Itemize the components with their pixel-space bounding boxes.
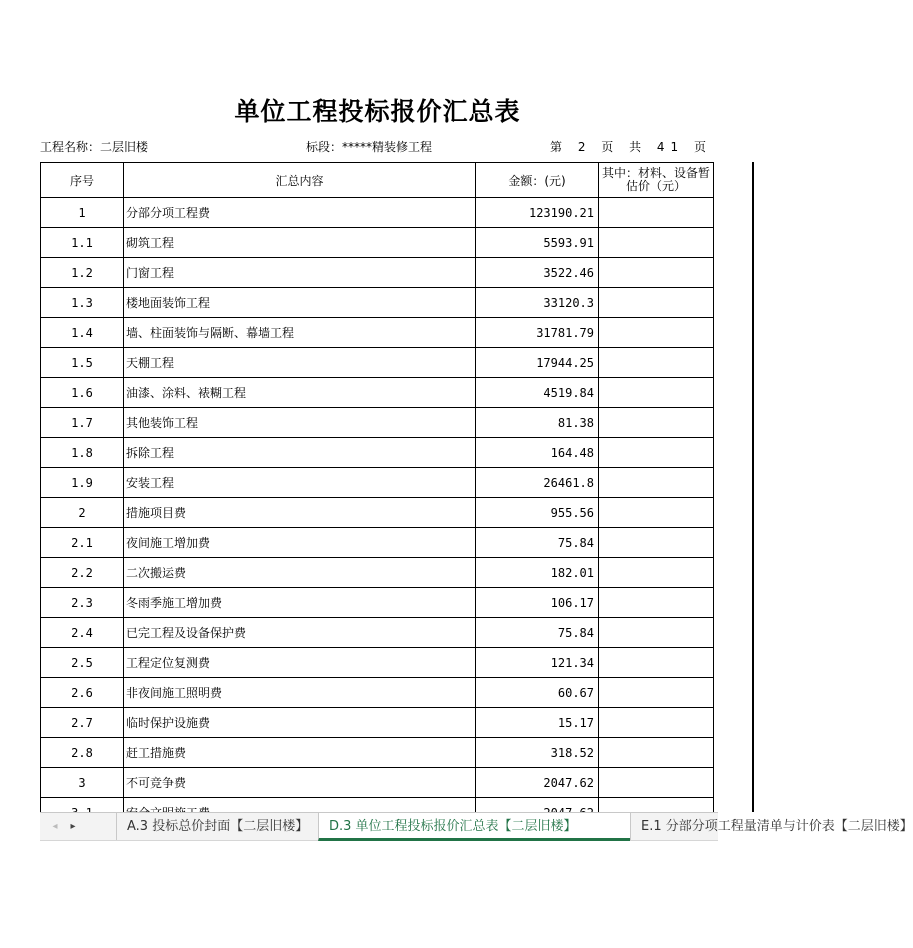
cell-amount[interactable]: 15.17 [476, 708, 599, 738]
cell-content[interactable]: 其他装饰工程 [124, 408, 476, 438]
cell-no[interactable]: 3 [41, 768, 124, 798]
header-no[interactable]: 序号 [41, 163, 124, 198]
cell-amount[interactable]: 17944.25 [476, 348, 599, 378]
sheet-tab-bar [40, 812, 913, 841]
tab-summary-sheet[interactable]: D.3 单位工程投标报价汇总表【二层旧楼】 [318, 813, 630, 841]
table-row [41, 588, 714, 618]
tab-cover-sheet[interactable]: A.3 投标总价封面【二层旧楼】 [116, 813, 318, 840]
cell-content[interactable]: 油漆、涂料、裱糊工程 [124, 378, 476, 408]
cell-no[interactable]: 1.9 [41, 468, 124, 498]
cell-no[interactable]: 2.4 [41, 618, 124, 648]
cell-no[interactable]: 2.6 [41, 678, 124, 708]
tab-scroll-left-icon[interactable]: ◂ [52, 821, 58, 832]
cell-no[interactable]: 2.2 [41, 558, 124, 588]
cell-no[interactable]: 1.8 [41, 438, 124, 468]
table-row [41, 468, 714, 498]
cell-no[interactable]: 1 [41, 198, 124, 228]
table-row [41, 618, 714, 648]
cell-amount[interactable]: 60.67 [476, 678, 599, 708]
cell-no[interactable]: 2.3 [41, 588, 124, 618]
cell-no[interactable]: 1.3 [41, 288, 124, 318]
header-material-line2: 估价（元） [625, 179, 686, 193]
cell-content[interactable]: 临时保护设施费 [124, 708, 476, 738]
cell-amount[interactable]: 31781.79 [476, 318, 599, 348]
header-material[interactable] [599, 163, 714, 198]
cell-content[interactable]: 砌筑工程 [124, 228, 476, 258]
cell-content[interactable]: 夜间施工增加费 [124, 528, 476, 558]
cell-material[interactable] [599, 618, 714, 648]
cell-amount[interactable]: 81.38 [476, 408, 599, 438]
table-row [41, 228, 714, 258]
cell-content[interactable]: 墙、柱面装饰与隔断、幕墙工程 [124, 318, 476, 348]
cell-no[interactable]: 2 [41, 498, 124, 528]
cell-material[interactable] [599, 378, 714, 408]
table-right-border [752, 162, 754, 812]
cell-no[interactable]: 2.8 [41, 738, 124, 768]
summary-table [40, 162, 714, 828]
table-row [41, 648, 714, 678]
cell-content[interactable]: 措施项目费 [124, 498, 476, 528]
cell-material[interactable] [599, 558, 714, 588]
cell-no[interactable]: 1.5 [41, 348, 124, 378]
cell-amount[interactable]: 182.01 [476, 558, 599, 588]
cell-amount[interactable]: 75.84 [476, 528, 599, 558]
table-row [41, 528, 714, 558]
cell-amount[interactable]: 123190.21 [476, 198, 599, 228]
cell-amount[interactable]: 33120.3 [476, 288, 599, 318]
section-label: 标段：*****精装修工程 [306, 140, 433, 154]
cell-amount[interactable]: 3522.46 [476, 258, 599, 288]
cell-material[interactable] [599, 348, 714, 378]
cell-material[interactable] [599, 288, 714, 318]
table-row [41, 378, 714, 408]
table-row [41, 768, 714, 798]
cell-material[interactable] [599, 588, 714, 618]
cell-no[interactable]: 2.1 [41, 528, 124, 558]
cell-no[interactable]: 1.2 [41, 258, 124, 288]
cell-amount[interactable]: 955.56 [476, 498, 599, 528]
cell-content[interactable]: 门窗工程 [124, 258, 476, 288]
cell-material[interactable] [599, 198, 714, 228]
sheet-title: 单位工程投标报价汇总表 [234, 97, 521, 126]
cell-no[interactable]: 1.6 [41, 378, 124, 408]
cell-content[interactable]: 不可竞争费 [124, 768, 476, 798]
cell-content[interactable]: 工程定位复测费 [124, 648, 476, 678]
cell-material[interactable] [599, 738, 714, 768]
cell-material[interactable] [599, 498, 714, 528]
table-row [41, 558, 714, 588]
cell-content[interactable]: 二次搬运费 [124, 558, 476, 588]
cell-material[interactable] [599, 408, 714, 438]
cell-amount[interactable]: 75.84 [476, 618, 599, 648]
cell-amount[interactable]: 318.52 [476, 738, 599, 768]
cell-material[interactable] [599, 528, 714, 558]
cell-material[interactable] [599, 258, 714, 288]
table-row [41, 288, 714, 318]
cell-no[interactable]: 2.5 [41, 648, 124, 678]
cell-amount[interactable]: 26461.8 [476, 468, 599, 498]
cell-material[interactable] [599, 228, 714, 258]
table-row [41, 348, 714, 378]
cell-content[interactable]: 冬雨季施工增加费 [124, 588, 476, 618]
cell-content[interactable]: 赶工措施费 [124, 738, 476, 768]
cell-content[interactable]: 楼地面装饰工程 [124, 288, 476, 318]
table-row [41, 408, 714, 438]
cell-material[interactable] [599, 768, 714, 798]
cell-content[interactable]: 非夜间施工照明费 [124, 678, 476, 708]
cell-no[interactable]: 2.7 [41, 708, 124, 738]
tab-bill-of-quantities[interactable]: E.1 分部分项工程量清单与计价表【二层旧楼】 [630, 813, 770, 840]
table-row [41, 708, 714, 738]
cell-amount[interactable]: 121.34 [476, 648, 599, 678]
table-row [41, 738, 714, 768]
cell-content[interactable]: 拆除工程 [124, 438, 476, 468]
spreadsheet-sheet[interactable] [40, 0, 715, 812]
table-row [41, 318, 714, 348]
tab-scroll-right-icon[interactable]: ▸ [70, 821, 76, 832]
cell-content[interactable]: 天棚工程 [124, 348, 476, 378]
table-header-row [41, 163, 714, 198]
cell-material[interactable] [599, 648, 714, 678]
cell-material[interactable] [599, 468, 714, 498]
cell-amount[interactable]: 106.17 [476, 588, 599, 618]
cell-material[interactable] [599, 318, 714, 348]
cell-content[interactable]: 分部分项工程费 [124, 198, 476, 228]
cell-material[interactable] [599, 708, 714, 738]
cell-no[interactable]: 1.4 [41, 318, 124, 348]
header-material-line1: 其中：材料、设备暂 [601, 166, 710, 180]
table-row [41, 198, 714, 228]
cell-amount[interactable]: 2047.62 [476, 768, 599, 798]
table-row [41, 678, 714, 708]
page-indicator: 第 2 页 共 41 页 [550, 140, 712, 154]
project-name-label: 工程名称：二层旧楼 [40, 140, 149, 154]
cell-material[interactable] [599, 438, 714, 468]
cell-material[interactable] [599, 678, 714, 708]
table-row [41, 258, 714, 288]
cell-no[interactable]: 1.7 [41, 408, 124, 438]
cell-no[interactable]: 1.1 [41, 228, 124, 258]
cell-content[interactable]: 已完工程及设备保护费 [124, 618, 476, 648]
cell-amount[interactable]: 4519.84 [476, 378, 599, 408]
header-amount[interactable]: 金额：(元) [476, 163, 599, 198]
cell-content[interactable]: 安装工程 [124, 468, 476, 498]
table-row [41, 498, 714, 528]
cell-amount[interactable]: 5593.91 [476, 228, 599, 258]
cell-amount[interactable]: 164.48 [476, 438, 599, 468]
header-content[interactable]: 汇总内容 [124, 163, 476, 198]
table-row [41, 438, 714, 468]
